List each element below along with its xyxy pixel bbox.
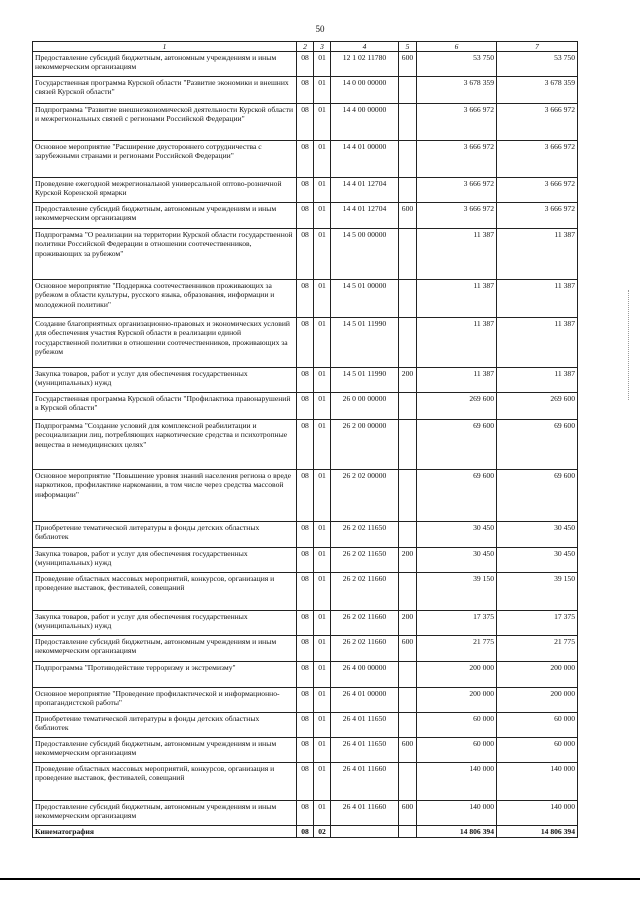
cell-amount-2019: 69 600 [417,420,497,470]
cell-target-article: 14 4 01 12704 [331,203,399,229]
cell-name: Проведение областных массовых мероприятий, конкурсов, организация и проведение выставок, фестивалей, совещаний [33,573,297,611]
cell-amount-2019: 269 600 [417,393,497,420]
cell-expense-type [399,318,417,368]
cell-name: Проведение областных массовых мероприятий, конкурсов, организация и проведение выставок, фестивалей, совещаний [33,763,297,801]
table-row [33,280,578,318]
cell-subsection: 01 [314,178,331,203]
cell-name: Основное мероприятие "Проведение профилактической и информационно-пропагандистской работы" [33,688,297,713]
cell-expense-type [399,713,417,738]
cell-target-article: 26 2 02 11660 [331,573,399,611]
table-row [33,522,578,548]
table-row [33,229,578,280]
cell-amount-2020: 3 678 359 [497,77,578,104]
cell-amount-2020: 3 666 972 [497,104,578,141]
table-row [33,141,578,178]
table-row [33,318,578,368]
header-col-4: 4 [331,42,399,52]
cell-amount-2020: 60 000 [497,713,578,738]
cell-subsection: 01 [314,662,331,688]
table-row [33,52,578,77]
cell-expense-type [399,393,417,420]
cell-subsection: 01 [314,522,331,548]
cell-target-article: 26 4 00 00000 [331,662,399,688]
cell-target-article: 14 5 01 11990 [331,368,399,393]
cell-subsection: 01 [314,611,331,636]
header-col-3: 3 [314,42,331,52]
cell-amount-2019: 3 666 972 [417,104,497,141]
cell-section: 08 [297,548,314,573]
cell-subsection: 01 [314,393,331,420]
cell-section: 08 [297,470,314,522]
cell-amount-2020: 3 666 972 [497,141,578,178]
cell-target-article: 26 2 02 11650 [331,522,399,548]
cell-amount-2019: 11 387 [417,318,497,368]
cell-name: Подпрограмма "О реализации на территории Курской области государственной политики Российской Федерации в отношении соотечественников, проживающих за рубежом" [33,229,297,280]
cell-expense-type [399,77,417,104]
cell-expense-type: 200 [399,548,417,573]
cell-subsection: 01 [314,420,331,470]
table-row [33,548,578,573]
header-col-1: 1 [33,42,297,52]
cell-amount-2019: 30 450 [417,548,497,573]
cell-section: 08 [297,573,314,611]
cell-amount-2020: 200 000 [497,688,578,713]
cell-amount-2020: 3 666 972 [497,178,578,203]
cell-subsection: 01 [314,77,331,104]
cell-subsection: 01 [314,573,331,611]
cell-target-article: 26 2 02 11660 [331,636,399,662]
cell-name: Закупка товаров, работ и услуг для обеспечения государственных (муниципальных) нужд [33,548,297,573]
cell-section: 08 [297,52,314,77]
cell-subsection: 01 [314,280,331,318]
cell-expense-type: 600 [399,738,417,763]
cell-amount-2019: 53 750 [417,52,497,77]
cell-subsection: 01 [314,548,331,573]
cell-expense-type: 600 [399,636,417,662]
cell-subsection: 01 [314,318,331,368]
cell-target-article: 12 1 02 11780 [331,52,399,77]
cell-expense-type [399,688,417,713]
cell-name: Проведение ежегодной межрегиональной универсальной оптово-розничной Курской Коренской ярмарки [33,178,297,203]
cell-target-article [331,826,399,838]
cell-name: Подпрограмма "Развитие внешнеэкономической деятельности Курской области и межрегиональных связей с регионами Российской Федерации" [33,104,297,141]
cell-target-article: 26 4 01 11660 [331,801,399,826]
table-row [33,713,578,738]
cell-name: Предоставление субсидий бюджетным, автономным учреждениям и иным некоммерческим организациям [33,738,297,763]
cell-section: 08 [297,393,314,420]
budget-table [32,41,578,838]
cell-amount-2020: 69 600 [497,420,578,470]
cell-amount-2019: 69 600 [417,470,497,522]
cell-amount-2020: 30 450 [497,522,578,548]
cell-expense-type [399,104,417,141]
cell-subsection: 01 [314,203,331,229]
table-row [33,104,578,141]
table-row [33,662,578,688]
cell-section: 08 [297,368,314,393]
cell-name: Подпрограмма "Противодействие терроризму и экстремизму" [33,662,297,688]
cell-subsection: 01 [314,763,331,801]
cell-target-article: 26 2 00 00000 [331,420,399,470]
cell-section: 08 [297,178,314,203]
cell-target-article: 26 2 02 11660 [331,611,399,636]
cell-target-article: 14 0 00 00000 [331,77,399,104]
cell-name: Предоставление субсидий бюджетным, автономным учреждениям и иным некоммерческим организациям [33,636,297,662]
cell-name: Приобретение тематической литературы в фонды детских областных библиотек [33,713,297,738]
cell-expense-type [399,573,417,611]
cell-amount-2020: 3 666 972 [497,203,578,229]
cell-expense-type [399,522,417,548]
cell-target-article: 26 0 00 00000 [331,393,399,420]
table-row [33,738,578,763]
table-row [33,470,578,522]
cell-amount-2019: 17 375 [417,611,497,636]
cell-amount-2019: 200 000 [417,688,497,713]
cell-amount-2019: 14 806 394 [417,826,497,838]
cell-name: Государственная программа Курской области "Профилактика правонарушений в Курской области" [33,393,297,420]
cell-expense-type [399,763,417,801]
cell-section: 08 [297,203,314,229]
cell-subsection: 01 [314,52,331,77]
table-row [33,801,578,826]
cell-section: 08 [297,801,314,826]
cell-expense-type [399,229,417,280]
cell-name: Основное мероприятие "Поддержка соотечественников проживающих за рубежом в области культуры, русского языка, образования, информации и молодежной политики" [33,280,297,318]
cell-name: Государственная программа Курской области "Развитие экономики и внешних связей Курской области" [33,77,297,104]
cell-expense-type: 200 [399,611,417,636]
cell-name: Предоставление субсидий бюджетным, автономным учреждениям и иным некоммерческим организациям [33,52,297,77]
cell-expense-type [399,141,417,178]
cell-section: 08 [297,611,314,636]
cell-target-article: 26 4 01 11650 [331,713,399,738]
cell-target-article: 26 4 01 11650 [331,738,399,763]
table-row [33,611,578,636]
cell-target-article: 14 4 01 00000 [331,141,399,178]
header-row [33,42,578,52]
cell-subsection: 01 [314,713,331,738]
cell-section: 08 [297,738,314,763]
cell-subsection: 01 [314,738,331,763]
cell-name: Приобретение тематической литературы в фонды детских областных библиотек [33,522,297,548]
cell-target-article: 26 4 01 11660 [331,763,399,801]
cell-amount-2019: 11 387 [417,229,497,280]
cell-subsection: 01 [314,141,331,178]
cell-section: 08 [297,636,314,662]
page-number: 50 [315,24,325,34]
cell-amount-2020: 11 387 [497,318,578,368]
cell-section: 08 [297,420,314,470]
cell-amount-2019: 11 387 [417,368,497,393]
cell-amount-2020: 17 375 [497,611,578,636]
cell-amount-2019: 21 775 [417,636,497,662]
cell-amount-2020: 14 806 394 [497,826,578,838]
cell-name: Основное мероприятие "Расширение двустороннего сотрудничества с зарубежными странами и регионами Российской Федерации" [33,141,297,178]
cell-target-article: 26 2 02 00000 [331,470,399,522]
cell-amount-2019: 3 666 972 [417,141,497,178]
table-row [33,420,578,470]
cell-amount-2019: 140 000 [417,763,497,801]
cell-amount-2020: 269 600 [497,393,578,420]
cell-section: 08 [297,662,314,688]
cell-amount-2019: 3 678 359 [417,77,497,104]
cell-amount-2020: 11 387 [497,229,578,280]
cell-expense-type: 600 [399,801,417,826]
cell-expense-type: 200 [399,368,417,393]
cell-subsection: 01 [314,104,331,141]
table-row [33,368,578,393]
cell-amount-2020: 30 450 [497,548,578,573]
table-row [33,203,578,229]
cell-section: 08 [297,280,314,318]
cell-subsection: 01 [314,229,331,280]
cell-amount-2020: 21 775 [497,636,578,662]
table-row [33,636,578,662]
cell-target-article: 14 5 00 00000 [331,229,399,280]
cell-target-article: 14 5 01 11990 [331,318,399,368]
header-col-2: 2 [297,42,314,52]
cell-subsection: 01 [314,688,331,713]
header-col-5: 5 [399,42,417,52]
cell-name: Подпрограмма "Создание условий для комплексной реабилитации и ресоциализации лиц, потребляющих наркотические средства и психотропные вещества в немедицинских целях" [33,420,297,470]
margin-mark [628,290,629,400]
cell-section: 08 [297,77,314,104]
cell-expense-type [399,280,417,318]
cell-amount-2020: 200 000 [497,662,578,688]
cell-name: Основное мероприятие "Повышение уровня знаний населения региона о вреде наркотиков, профилактике наркомании, в том числе через средства массовой информации" [33,470,297,522]
header-col-7: 7 [497,42,578,52]
cell-expense-type [399,178,417,203]
cell-amount-2020: 60 000 [497,738,578,763]
cell-name: Создание благоприятных организационно-правовых и экономических условий для обеспечения участия Курской области в реализации единой государственной политики в отношении соотечественников, проживающих за рубежом [33,318,297,368]
cell-name: Предоставление субсидий бюджетным, автономным учреждениям и иным некоммерческим организациям [33,203,297,229]
cell-name: Кинематография [33,826,297,838]
cell-expense-type: 600 [399,52,417,77]
cell-target-article: 26 4 01 00000 [331,688,399,713]
cell-amount-2020: 53 750 [497,52,578,77]
cell-amount-2019: 30 450 [417,522,497,548]
cell-section: 08 [297,104,314,141]
cell-target-article: 14 4 01 12704 [331,178,399,203]
cell-subsection: 02 [314,826,331,838]
cell-target-article: 14 5 01 00000 [331,280,399,318]
cell-expense-type: 600 [399,203,417,229]
cell-target-article: 14 4 00 00000 [331,104,399,141]
cell-section: 08 [297,688,314,713]
cell-subsection: 01 [314,636,331,662]
cell-amount-2020: 39 150 [497,573,578,611]
cell-subsection: 01 [314,801,331,826]
cell-amount-2020: 69 600 [497,470,578,522]
cell-amount-2019: 3 666 972 [417,203,497,229]
cell-subsection: 01 [314,470,331,522]
cell-section: 08 [297,713,314,738]
table-row [33,763,578,801]
cell-target-article: 26 2 02 11650 [331,548,399,573]
cell-section: 08 [297,318,314,368]
cell-amount-2020: 11 387 [497,368,578,393]
cell-amount-2019: 60 000 [417,713,497,738]
cell-section: 08 [297,763,314,801]
cell-section: 08 [297,229,314,280]
header-col-6: 6 [417,42,497,52]
cell-name: Закупка товаров, работ и услуг для обеспечения государственных (муниципальных) нужд [33,611,297,636]
table-row [33,393,578,420]
cell-amount-2019: 11 387 [417,280,497,318]
table-row [33,573,578,611]
cell-name: Предоставление субсидий бюджетным, автономным учреждениям и иным некоммерческим организациям [33,801,297,826]
cell-section: 08 [297,522,314,548]
cell-expense-type [399,420,417,470]
cell-amount-2020: 140 000 [497,801,578,826]
cell-name: Закупка товаров, работ и услуг для обеспечения государственных (муниципальных) нужд [33,368,297,393]
cell-subsection: 01 [314,368,331,393]
cell-expense-type [399,470,417,522]
cell-section: 08 [297,826,314,838]
cell-amount-2019: 39 150 [417,573,497,611]
cell-amount-2019: 3 666 972 [417,178,497,203]
table-row [33,77,578,104]
cell-amount-2020: 140 000 [497,763,578,801]
cell-section: 08 [297,141,314,178]
cell-expense-type [399,662,417,688]
bottom-rule [0,878,640,880]
table-row [33,826,578,838]
cell-expense-type [399,826,417,838]
cell-amount-2019: 200 000 [417,662,497,688]
table-row [33,688,578,713]
table-row [33,178,578,203]
cell-amount-2019: 140 000 [417,801,497,826]
cell-amount-2020: 11 387 [497,280,578,318]
cell-amount-2019: 60 000 [417,738,497,763]
